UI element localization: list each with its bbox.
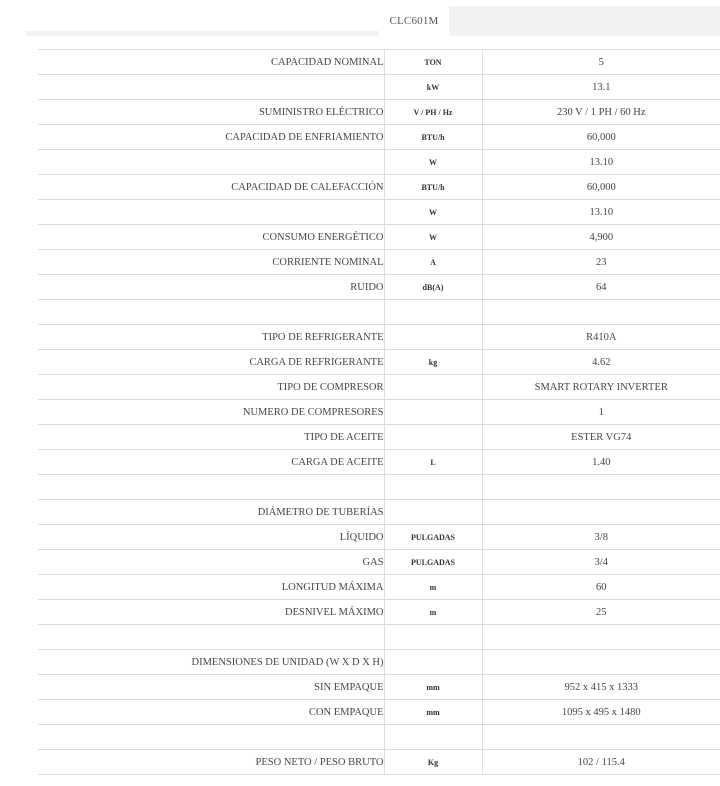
table-row — [38, 575, 720, 600]
table-row — [38, 475, 720, 500]
spec-label: CAPACIDAD DE CALEFACCIÓN — [38, 175, 384, 200]
spec-unit: mm — [384, 675, 482, 700]
specifications-body — [38, 50, 720, 775]
spec-value — [482, 725, 720, 750]
table-row — [38, 725, 720, 750]
spec-label: SIN EMPAQUE — [38, 675, 384, 700]
spec-unit: PULGADAS — [384, 525, 482, 550]
spec-value — [482, 475, 720, 500]
table-row — [38, 375, 720, 400]
spec-value — [482, 500, 720, 525]
spec-label: DESNIVEL MÁXIMO — [38, 600, 384, 625]
table-row — [38, 700, 720, 725]
table-row — [38, 750, 720, 775]
table-row — [38, 450, 720, 475]
spec-unit: A — [384, 250, 482, 275]
table-row — [38, 175, 720, 200]
table-row — [38, 675, 720, 700]
spec-label: CONSUMO ENERGÉTICO — [38, 225, 384, 250]
spec-unit — [384, 650, 482, 675]
table-row — [38, 275, 720, 300]
spec-value: 60,000 — [482, 125, 720, 150]
spec-label: TIPO DE ACEITE — [38, 425, 384, 450]
spec-label: NUMERO DE COMPRESORES — [38, 400, 384, 425]
spec-value — [482, 300, 720, 325]
spec-unit — [384, 625, 482, 650]
spec-value: 102 / 115.4 — [482, 750, 720, 775]
table-row — [38, 100, 720, 125]
spec-unit: W — [384, 150, 482, 175]
spec-unit: V / PH / Hz — [384, 100, 482, 125]
spec-unit — [384, 500, 482, 525]
spec-value: 952 x 415 x 1333 — [482, 675, 720, 700]
spec-unit: kg — [384, 350, 482, 375]
spec-label: TIPO DE REFRIGERANTE — [38, 325, 384, 350]
spec-label — [38, 475, 384, 500]
spec-label — [38, 200, 384, 225]
spec-label: SUMINISTRO ELÉCTRICO — [38, 100, 384, 125]
spec-label: LÍQUIDO — [38, 525, 384, 550]
spec-unit: Kg — [384, 750, 482, 775]
spec-value: 13.1 — [482, 75, 720, 100]
spec-unit: mm — [384, 700, 482, 725]
spec-unit: BTU/h — [384, 175, 482, 200]
spec-label: CAPACIDAD NOMINAL — [38, 50, 384, 75]
spec-unit: TON — [384, 50, 482, 75]
spec-value: 23 — [482, 250, 720, 275]
spec-label — [38, 150, 384, 175]
spec-label: CARGA DE ACEITE — [38, 450, 384, 475]
table-row — [38, 125, 720, 150]
spec-value: 1095 x 495 x 1480 — [482, 700, 720, 725]
spec-unit: W — [384, 225, 482, 250]
model-column-header: CLC601M — [389, 15, 439, 27]
table-row — [38, 50, 720, 75]
spec-label: RUIDO — [38, 275, 384, 300]
spec-label: CON EMPAQUE — [38, 700, 384, 725]
spec-label: DIÁMETRO DE TUBERÍAS — [38, 500, 384, 525]
spec-unit — [384, 400, 482, 425]
table-row — [38, 350, 720, 375]
spec-label: DIMENSIONES DE UNIDAD (W X D X H) — [38, 650, 384, 675]
spec-label: CORRIENTE NOMINAL — [38, 250, 384, 275]
spec-label: TIPO DE COMPRESOR — [38, 375, 384, 400]
spec-value: 1.40 — [482, 450, 720, 475]
table-row — [38, 550, 720, 575]
table-row — [38, 200, 720, 225]
spec-value: 13.10 — [482, 200, 720, 225]
spec-unit: BTU/h — [384, 125, 482, 150]
spec-label: CARGA DE REFRIGERANTE — [38, 350, 384, 375]
spec-unit: L — [384, 450, 482, 475]
table-row — [38, 150, 720, 175]
spec-value: ESTER VG74 — [482, 425, 720, 450]
spec-label: GAS — [38, 550, 384, 575]
table-row — [38, 325, 720, 350]
spec-unit — [384, 300, 482, 325]
table-row — [38, 500, 720, 525]
table-row — [38, 250, 720, 275]
spec-value: 4,900 — [482, 225, 720, 250]
spec-label — [38, 725, 384, 750]
spec-unit: dB(A) — [384, 275, 482, 300]
spec-label — [38, 75, 384, 100]
spec-label — [38, 625, 384, 650]
spec-unit: m — [384, 600, 482, 625]
spec-value: 25 — [482, 600, 720, 625]
spec-label: PESO NETO / PESO BRUTO — [38, 750, 384, 775]
spec-value: 1 — [482, 400, 720, 425]
spec-label — [38, 300, 384, 325]
spec-unit — [384, 725, 482, 750]
spec-label: LONGITUD MÁXIMA — [38, 575, 384, 600]
spec-label: CAPACIDAD DE ENFRIAMIENTO — [38, 125, 384, 150]
spec-unit: kW — [384, 75, 482, 100]
spec-value — [482, 650, 720, 675]
spec-unit: m — [384, 575, 482, 600]
table-row — [38, 625, 720, 650]
spec-unit: PULGADAS — [384, 550, 482, 575]
spec-value: R410A — [482, 325, 720, 350]
spec-unit — [384, 325, 482, 350]
table-row — [38, 300, 720, 325]
table-row — [38, 425, 720, 450]
table-row — [38, 75, 720, 100]
spec-value: 3/8 — [482, 525, 720, 550]
table-row — [38, 650, 720, 675]
spec-unit — [384, 375, 482, 400]
spec-value: 5 — [482, 50, 720, 75]
table-row — [38, 600, 720, 625]
spec-value: 4.62 — [482, 350, 720, 375]
spec-value — [482, 625, 720, 650]
spec-unit — [384, 475, 482, 500]
spec-value: 230 V / 1 PH / 60 Hz — [482, 100, 720, 125]
spec-value: 60,000 — [482, 175, 720, 200]
table-row — [38, 400, 720, 425]
spec-value: 13.10 — [482, 150, 720, 175]
spec-value: 64 — [482, 275, 720, 300]
table-row — [38, 225, 720, 250]
spec-value: SMART ROTARY INVERTER — [482, 375, 720, 400]
header-strip — [26, 31, 379, 36]
spec-unit — [384, 425, 482, 450]
spec-value: 60 — [482, 575, 720, 600]
table-row — [38, 525, 720, 550]
spec-value: 3/4 — [482, 550, 720, 575]
header-spacer-box — [449, 6, 720, 36]
spec-unit: W — [384, 200, 482, 225]
specifications-table — [38, 49, 720, 775]
